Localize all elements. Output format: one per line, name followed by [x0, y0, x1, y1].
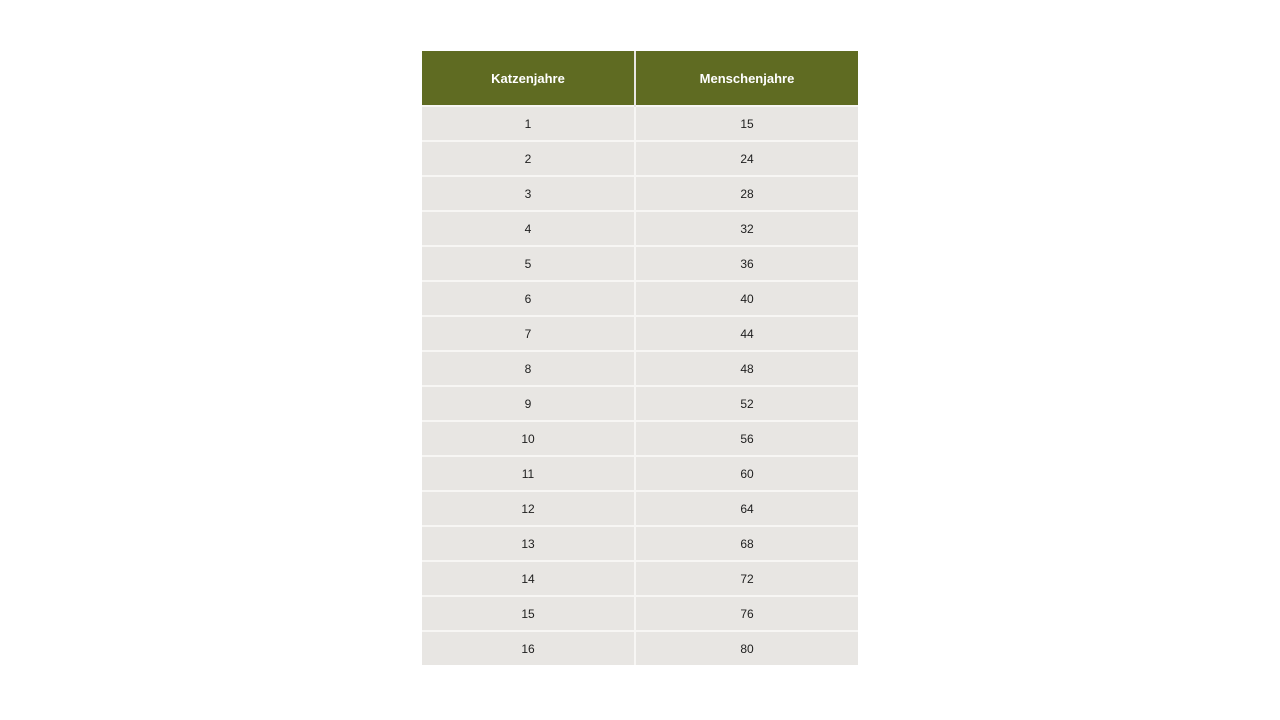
cell-human-years: 28 — [635, 176, 858, 211]
cell-human-years: 72 — [635, 561, 858, 596]
table-row — [422, 491, 858, 526]
cell-human-years: 68 — [635, 526, 858, 561]
cell-cat-years: 9 — [422, 386, 635, 421]
table-row — [422, 596, 858, 631]
header-row — [422, 51, 858, 106]
cell-human-years: 56 — [635, 421, 858, 456]
cell-cat-years: 4 — [422, 211, 635, 246]
table-header — [422, 51, 858, 106]
cell-cat-years: 1 — [422, 106, 635, 141]
cell-cat-years: 5 — [422, 246, 635, 281]
cell-human-years: 80 — [635, 631, 858, 665]
table-row — [422, 526, 858, 561]
cell-cat-years: 16 — [422, 631, 635, 665]
cell-cat-years: 3 — [422, 176, 635, 211]
table-row — [422, 141, 858, 176]
table-row — [422, 281, 858, 316]
cell-human-years: 15 — [635, 106, 858, 141]
cell-cat-years: 8 — [422, 351, 635, 386]
table-row — [422, 386, 858, 421]
cell-human-years: 24 — [635, 141, 858, 176]
cell-cat-years: 14 — [422, 561, 635, 596]
cell-human-years: 32 — [635, 211, 858, 246]
table-row — [422, 316, 858, 351]
cell-cat-years: 13 — [422, 526, 635, 561]
table-row — [422, 561, 858, 596]
table-row — [422, 211, 858, 246]
cell-cat-years: 2 — [422, 141, 635, 176]
cell-cat-years: 11 — [422, 456, 635, 491]
table-row — [422, 176, 858, 211]
table-body — [422, 106, 858, 665]
table-row — [422, 351, 858, 386]
cell-human-years: 60 — [635, 456, 858, 491]
cell-cat-years: 6 — [422, 281, 635, 316]
cell-cat-years: 12 — [422, 491, 635, 526]
cell-human-years: 44 — [635, 316, 858, 351]
table-row — [422, 456, 858, 491]
table-row — [422, 246, 858, 281]
cell-human-years: 76 — [635, 596, 858, 631]
table-row — [422, 421, 858, 456]
cell-cat-years: 7 — [422, 316, 635, 351]
table-row — [422, 106, 858, 141]
header-human-years: Menschenjahre — [635, 51, 858, 106]
cell-cat-years: 10 — [422, 421, 635, 456]
cell-human-years: 48 — [635, 351, 858, 386]
cell-human-years: 40 — [635, 281, 858, 316]
cell-human-years: 64 — [635, 491, 858, 526]
cell-human-years: 36 — [635, 246, 858, 281]
age-conversion-table-container — [422, 51, 858, 665]
cell-human-years: 52 — [635, 386, 858, 421]
header-cat-years: Katzenjahre — [422, 51, 635, 106]
table-row — [422, 631, 858, 665]
age-conversion-table — [422, 51, 858, 665]
cell-cat-years: 15 — [422, 596, 635, 631]
